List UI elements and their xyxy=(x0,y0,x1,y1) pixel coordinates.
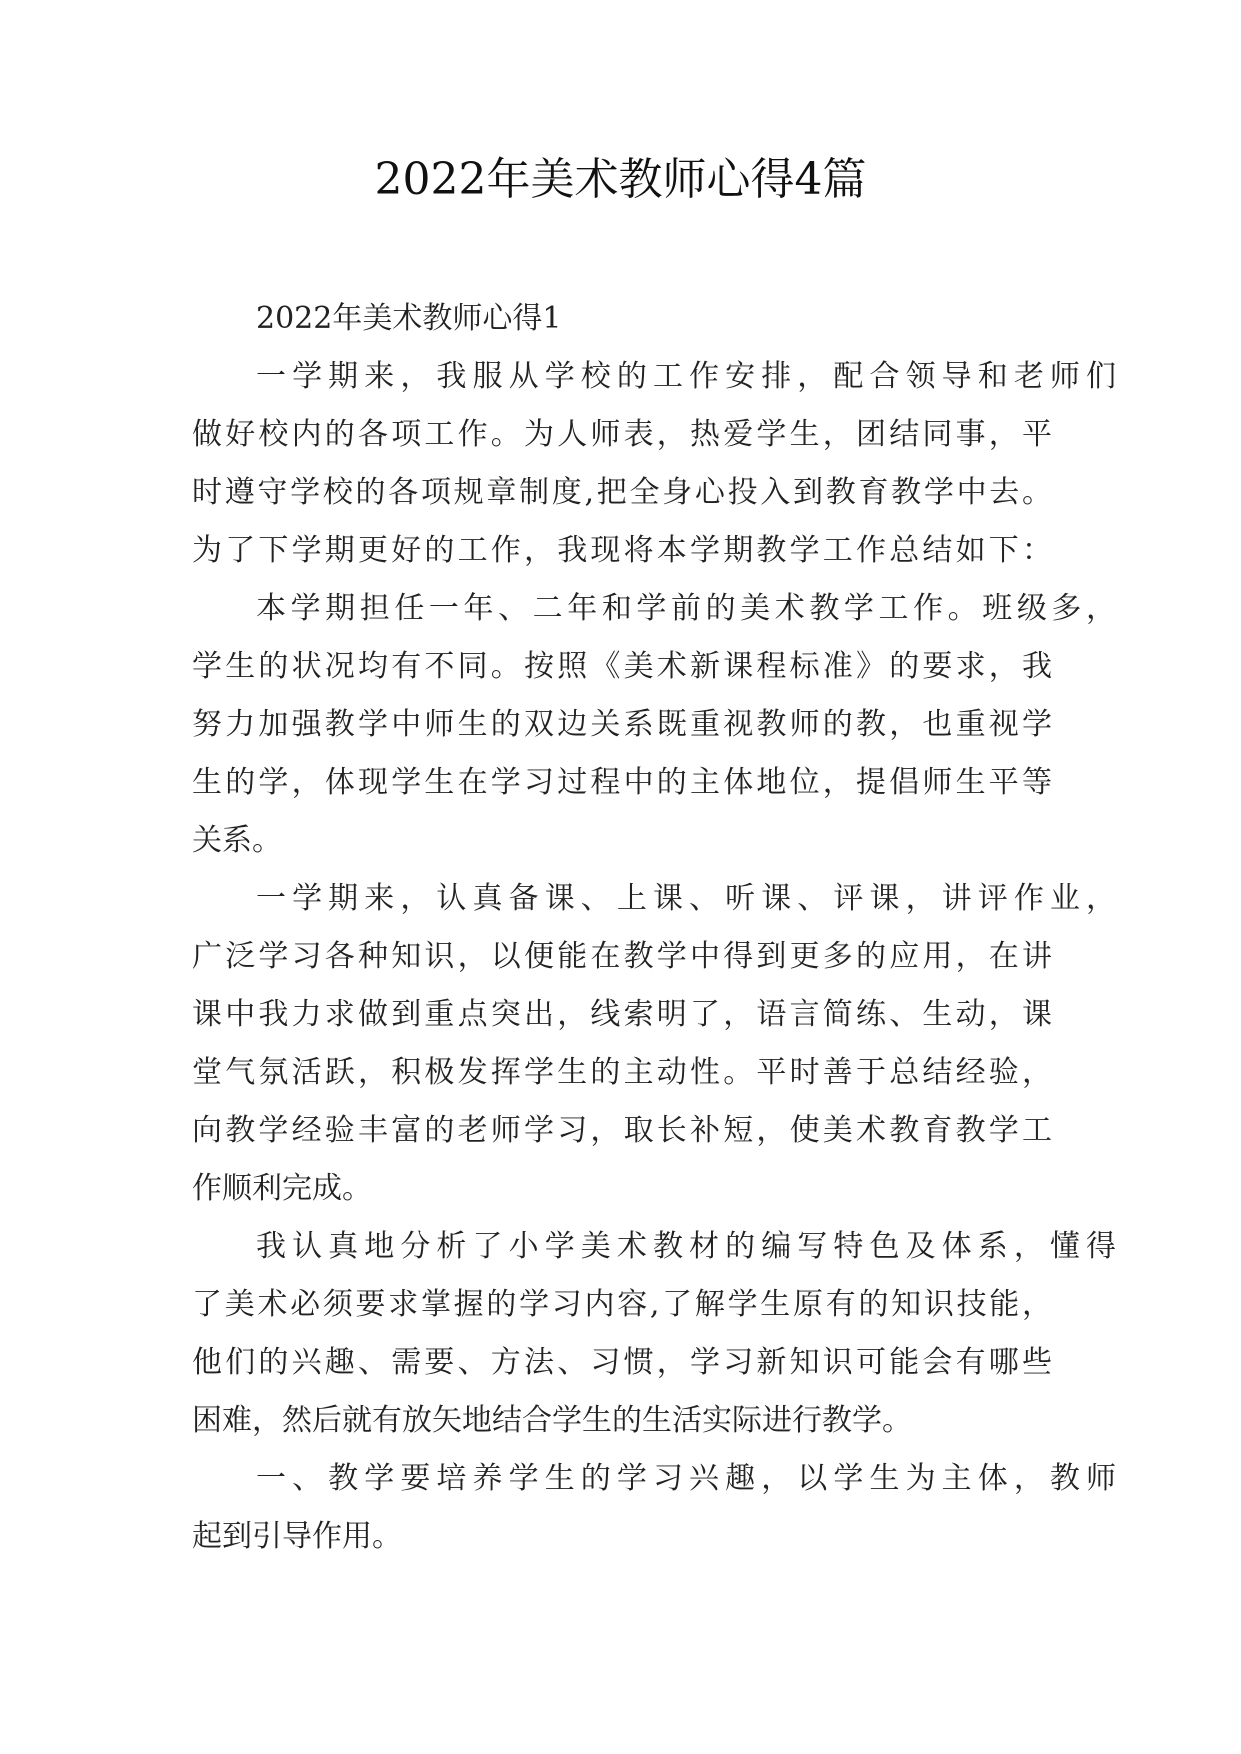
paragraph-line: 关系。 xyxy=(192,823,282,858)
paragraph-line: 一、教学要培养学生的学习兴趣，以学生为主体，教师 xyxy=(256,1461,1116,1496)
paragraph-line: 了美术必须要求掌握的学习内容,了解学生原有的知识技能， xyxy=(192,1287,1052,1322)
paragraph xyxy=(192,348,1116,580)
paragraph-line: 课中我力求做到重点突出，线索明了，语言简练、生动，课 xyxy=(192,997,1052,1032)
paragraph-line: 做好校内的各项工作。为人师表，热爱学生，团结同事，平 xyxy=(192,417,1052,452)
paragraph-line: 时遵守学校的各项规章制度,把全身心投入到教育教学中去。 xyxy=(192,475,1052,510)
paragraph-line: 我认真地分析了小学美术教材的编写特色及体系，懂得 xyxy=(256,1229,1116,1264)
paragraph-line: 一学期来，认真备课、上课、听课、评课，讲评作业， xyxy=(256,881,1116,916)
paragraph-line: 他们的兴趣、需要、方法、习惯，学习新知识可能会有哪些 xyxy=(192,1345,1052,1380)
document-body xyxy=(192,290,1116,1566)
paragraph-line: 努力加强教学中师生的双边关系既重视教师的教，也重视学 xyxy=(192,707,1052,742)
paragraph xyxy=(192,1450,1116,1566)
paragraph xyxy=(192,580,1116,870)
document-title: 2022年美术教师心得4篇 xyxy=(374,154,867,205)
paragraph-line: 为了下学期更好的工作，我现将本学期教学工作总结如下： xyxy=(192,533,1052,568)
paragraph-line: 堂气氛活跃，积极发挥学生的主动性。平时善于总结经验， xyxy=(192,1055,1052,1090)
paragraph-line: 一学期来，我服从学校的工作安排，配合领导和老师们 xyxy=(256,359,1116,394)
paragraph xyxy=(192,1218,1116,1450)
paragraph-line: 作顺利完成。 xyxy=(192,1171,372,1206)
paragraph-line: 困难，然后就有放矢地结合学生的生活实际进行教学。 xyxy=(192,1403,912,1438)
paragraph xyxy=(192,870,1116,1218)
section-heading: 2022年美术教师心得1 xyxy=(256,301,562,336)
paragraph-line: 本学期担任一年、二年和学前的美术教学工作。班级多， xyxy=(256,591,1116,626)
paragraph-line: 生的学，体现学生在学习过程中的主体地位，提倡师生平等 xyxy=(192,765,1052,800)
paragraph-line: 起到引导作用。 xyxy=(192,1519,402,1554)
paragraph-line: 向教学经验丰富的老师学习，取长补短，使美术教育教学工 xyxy=(192,1113,1052,1148)
paragraph-line: 广泛学习各种知识，以便能在教学中得到更多的应用，在讲 xyxy=(192,939,1052,974)
paragraph-line: 学生的状况均有不同。按照《美术新课程标准》的要求，我 xyxy=(192,649,1052,684)
